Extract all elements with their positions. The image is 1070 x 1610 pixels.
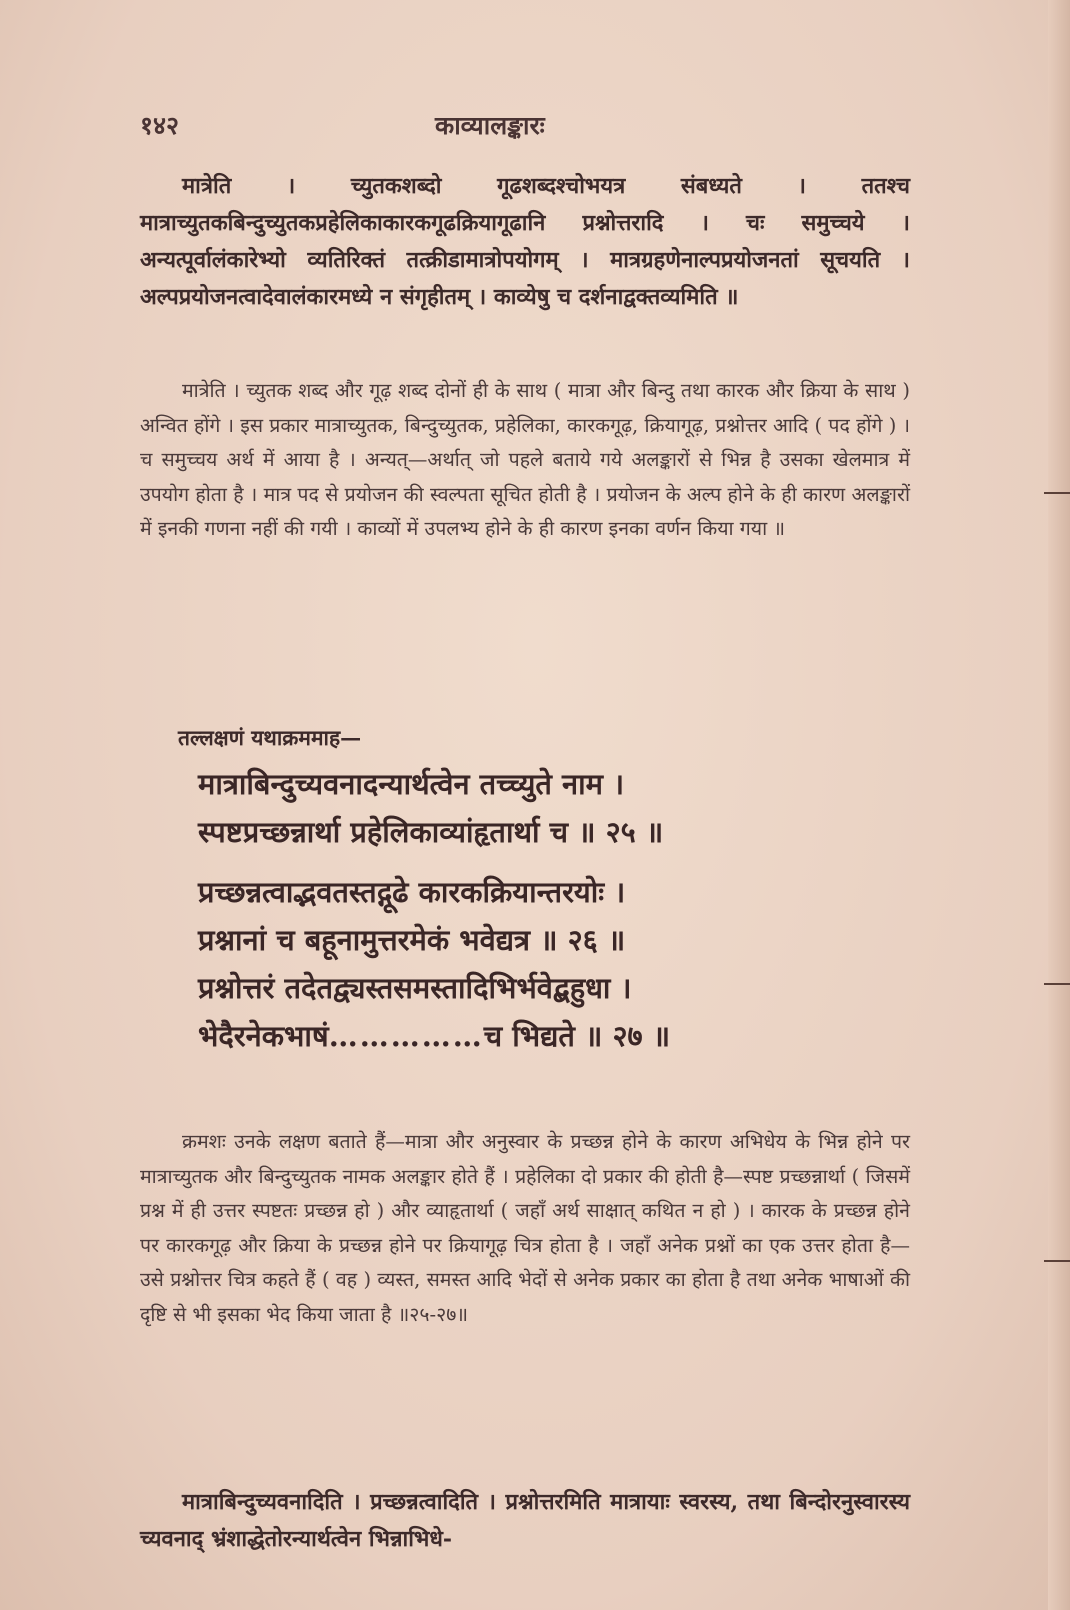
verse-line-last [198,1012,898,1060]
sanskrit-commentary-1 [140,168,910,316]
verse-fragment: च भिद्यते ॥ २७ ॥ [483,1019,671,1053]
verse-line: प्रश्नोत्तरं तदेतद्व्यस्तसमस्तादिभिर्भवेद्बहुधा । [198,971,632,1005]
translation-text: क्रमशः उनके लक्षण बताते हैं—मात्रा और अनुस्वार के प्रच्छन्न होने के कारण अभिधेय के भिन्न होने पर मात्राच्युतक और बिन्दुच्युतक नामक अलङ्कार होते हैं । प्रहेलिका दो प्रकार की होती है—स्पष्ट प्रच्छन्नार्था ( जिसमें प्रश्न में ही उत्तर स्पष्टतः प्रच्छन्न हो ) और व्याहृतार्था ( जहाँ अर्थ साक्षात् कथित न हो ) । कारक के प्रच्छन्न होने पर कारकगूढ़ और क्रिया के प्रच्छन्न होने पर क्रियागूढ़ चित्र होता है । जहाँ अनेक प्रश्नों का एक उत्तर होता है—उसे प्रश्नोत्तर चित्र कहते हैं ( वह ) व्यस्त, समस्त आदि भेदों से अनेक प्रकार का होता है तथा अनेक भाषाओं की दृष्टि से भी इसका भेद किया जाता है ॥२५-२७॥ [140,1130,910,1326]
commentary-text: मात्राबिन्दुच्यवनादिति । प्रच्छन्नत्वादिति । प्रश्नोत्तरमिति मात्रायाः स्वरस्य, तथा बिन्दोरनुस्वारस्य च्यवनाद् भ्रंशाद्धेतोरन्यार्थत्वेन भिन्नाभिधे- [140,1489,910,1552]
karika-verses [198,760,898,1060]
translation-text: मात्रेति । च्युतक शब्द और गूढ़ शब्द दोनों ही के साथ ( मात्रा और बिन्दु तथा कारक और क्रिया के साथ ) अन्वित होंगे । इस प्रकार मात्राच्युतक, बिन्दुच्युतक, प्रहेलिका, कारकगूढ़, क्रियागूढ़, प्रश्नोत्तर आदि ( पद होंगे ) । च समुच्चय अर्थ में आया है । अन्यत्—अर्थात् जो पहले बताये गये अलङ्कारों से भिन्न है उसका खेलमात्र में उपयोग होता है । मात्र पद से प्रयोजन की स्वल्पता सूचित होती है । प्रयोजन के अल्प होने के ही कारण अलङ्कारों में इनकी गणना नहीं की गयी । काव्यों में उपलभ्य होने के ही कारण इनका वर्णन किया गया ॥ [140,379,910,540]
verse-intro: तल्लक्षणं यथाक्रममाह— [178,725,362,750]
verse-line: प्रच्छन्नत्वाद्भवतस्तद्गूढे कारकक्रियान्तरयोः । [198,875,626,909]
page-number: १४२ [140,111,180,140]
edge-mark [1044,492,1070,494]
commentary-text: मात्रेति । च्युतकशब्दो गूढशब्दश्चोभयत्र संबध्यते । ततश्च मात्राच्युतकबिन्दुच्युतकप्रहेलिकाकारकगूढक्रियागूढानि प्रश्नोत्तरादि । चः समुच्चये । अन्यत्पूर्वालंकारेभ्यो व्यतिरिक्तं तत्क्रीडामात्रोपयोगम् । मात्रग्रहणेनाल्पप्रयोजनतां सूचयति । अल्पप्रयोजनत्वादेवालंकारमध्ये न संगृहीतम् । काव्येषु च दर्शनाद्वक्तव्यमिति ॥ [140,173,910,310]
hindi-translation-1 [140,374,910,547]
edge-mark [1044,1260,1070,1262]
page-header [0,108,1070,148]
running-title: काव्यालङ्कारः [435,111,545,140]
lacuna-dots: …………… [328,1019,484,1053]
verse-line: स्पष्टप्रच्छन्नार्था प्रहेलिकाव्यांहृतार्था च ॥ २५ ॥ [198,815,664,849]
hindi-translation-2 [140,1125,910,1332]
verse-line: मात्राबिन्दुच्यवनादन्यार्थत्वेन तच्च्युते नाम । [198,767,625,801]
sanskrit-commentary-2 [140,1484,910,1558]
verse-fragment: भेदैरनेकभाषं [198,1019,329,1053]
page-edge [1048,0,1070,1610]
edge-mark [1044,983,1070,985]
verse-line: प्रश्नानां च बहूनामुत्तरमेकं भवेद्यत्र ॥ २६ ॥ [198,923,626,957]
